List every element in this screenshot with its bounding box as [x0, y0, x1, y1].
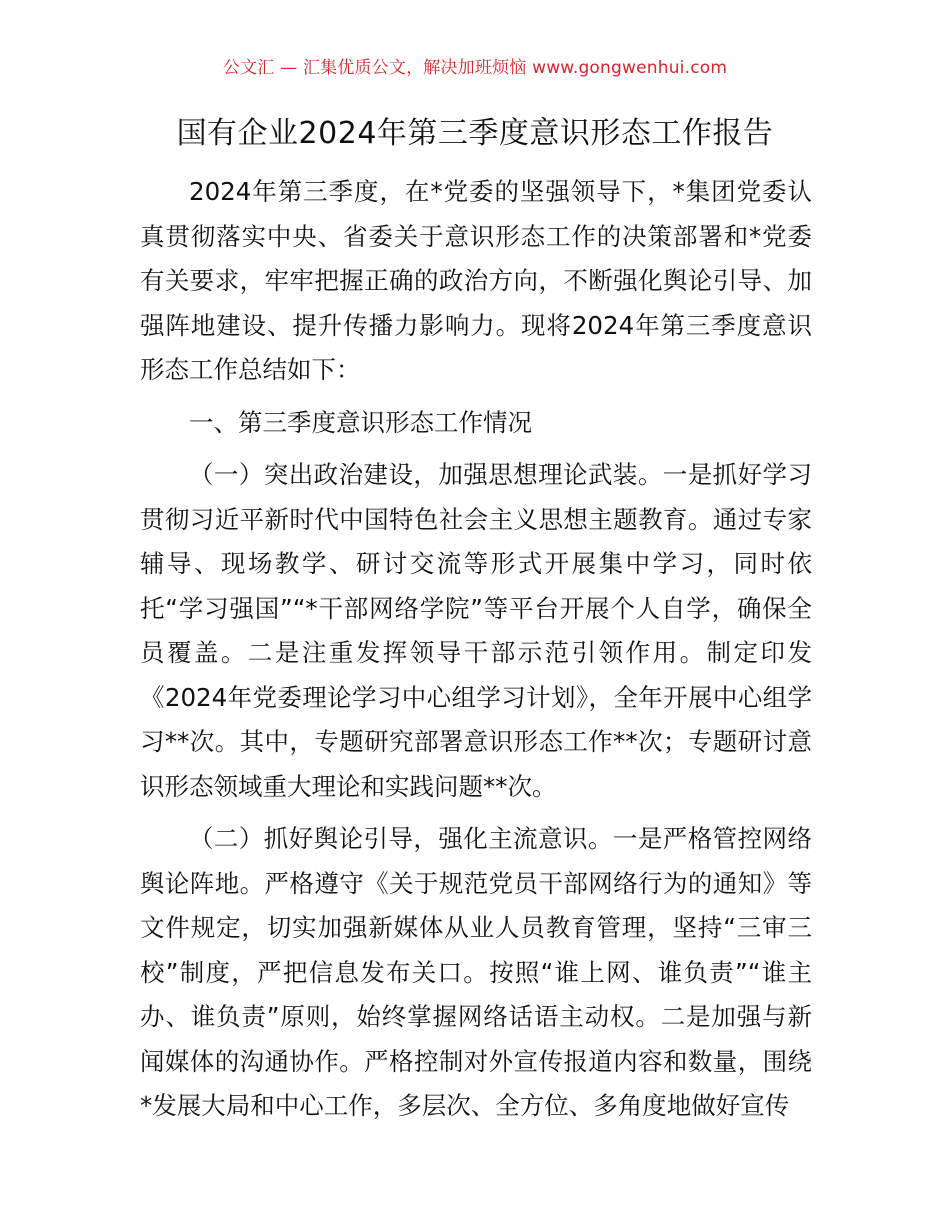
paragraph-public-opinion: （二）抓好舆论引导，强化主流意识。一是严格管控网络舆论阵地。严格遵守《关于规范党员干部网络行为的通知》等文件规定，切实加强新媒体从业人员教育管理，坚持“三审三校”制度，严把信息发布关口。按照“谁上网、谁负责”“谁主办、谁负责”原则，始终掌握网络话语主动权。二是加强与新闻媒体的沟通协作。严格控制对外宣传报道内容和数量，围绕*发展大局和中心工作，多层次、全方位、多角度地做好宣传 — [140, 824, 812, 1120]
document-title: 国有企业2024年第三季度意识形态工作报告 — [176, 116, 774, 151]
section-heading: 一、第三季度意识形态工作情况 — [189, 407, 532, 437]
document-body — [140, 170, 812, 1129]
header-banner: 公文汇 — 汇集优质公文，解决加班烦恼 www.gongwenhui.com — [222, 58, 728, 78]
intro-paragraph: 2024年第三季度，在*党委的坚强领导下，*集团党委认真贯彻落实中央、省委关于意识形态工作的决策部署和*党委有关要求，牢牢把握正确的政治方向，不断强化舆论引导、加强阵地建设、提升传播力影响力。现将2024年第三季度意识形态工作总结如下： — [140, 177, 812, 384]
paragraph-political-building: （一）突出政治建设，加强思想理论武装。一是抓好学习贯彻习近平新时代中国特色社会主义思想主题教育。通过专家辅导、现场教学、研讨交流等形式开展集中学习，同时依托“学习强国”“*干部网络学院”等平台开展个人自学，确保全员覆盖。二是注重发挥领导干部示范引领作用。制定印发《2024年党委理论学习中心组学习计划》，全年开展中心组学习**次。其中，专题研究部署意识形态工作**次；专题研讨意识形态领域重大理论和实践问题**次。 — [140, 460, 812, 801]
